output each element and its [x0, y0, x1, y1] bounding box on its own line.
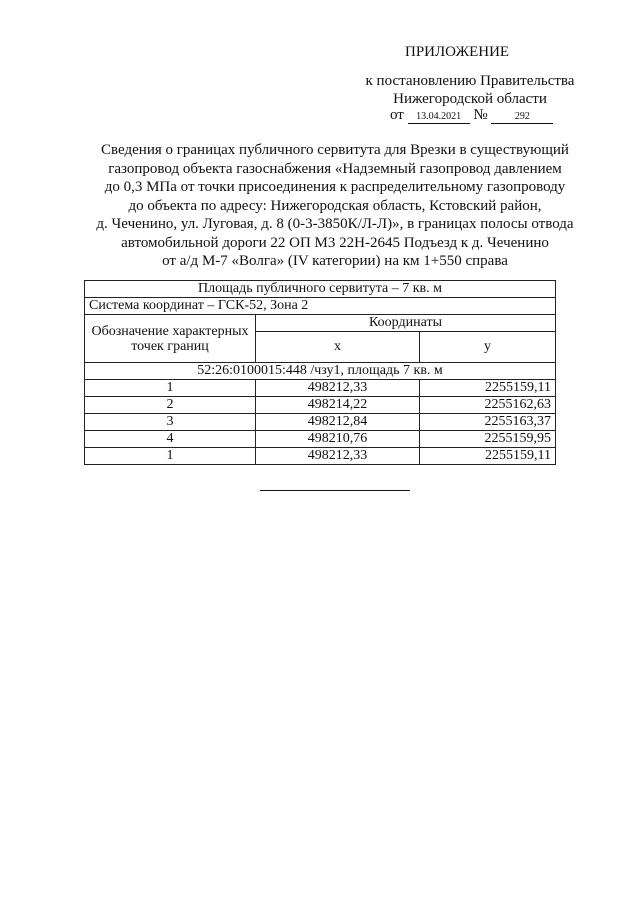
point-x: 498212,84	[256, 414, 420, 431]
decree-date-number	[390, 107, 553, 124]
decree-date: 13.04.2021	[408, 110, 470, 124]
table-row	[85, 397, 556, 414]
easement-description	[70, 141, 600, 271]
point-y: 2255163,37	[420, 414, 556, 431]
appendix-title: ПРИЛОЖЕНИЕ	[405, 44, 510, 60]
point-y: 2255159,11	[420, 448, 556, 465]
end-divider	[260, 490, 410, 491]
coordinate-system: Система координат – ГСК-52, Зона 2	[85, 298, 556, 315]
table-row	[85, 448, 556, 465]
point-id: 2	[85, 397, 256, 414]
table-row	[85, 431, 556, 448]
table-row-system	[85, 298, 556, 315]
parcel-info: 52:26:0100015:448 /чзу1, площадь 7 кв. м	[85, 363, 556, 380]
header-x: x	[256, 332, 420, 363]
description-line: до 0,3 МПа от точки присоединения к распределительному газопроводу	[104, 179, 566, 195]
date-prefix: от	[390, 107, 404, 123]
easement-area: Площадь публичного сервитута – 7 кв. м	[85, 281, 556, 298]
appendix-ref-line-1: к постановлению Правительства	[365, 73, 575, 89]
point-x: 498210,76	[256, 431, 420, 448]
point-y: 2255159,11	[420, 380, 556, 397]
header-y: y	[420, 332, 556, 363]
appendix-reference	[340, 72, 600, 108]
appendix-ref-line-2: Нижегородской области	[393, 91, 547, 107]
description-line: до объекта по адресу: Нижегородская область, Кстовский район,	[128, 197, 542, 214]
table-row	[85, 414, 556, 431]
description-line: газопровод объекта газоснабжения «Надземный газопровод давлением	[108, 160, 562, 177]
coordinates-table	[84, 280, 556, 465]
description-line: автомобильной дороги 22 ОП М3 22Н-2645 Подъезд к д. Чеченино	[121, 234, 549, 251]
point-id: 4	[85, 431, 256, 448]
point-x: 498212,33	[256, 380, 420, 397]
table-row-parcel	[85, 363, 556, 380]
point-id: 1	[85, 448, 256, 465]
header-coordinates: Координаты	[256, 315, 556, 332]
point-y: 2255159,95	[420, 431, 556, 448]
description-line: Сведения о границах публичного сервитута для Врезки в существующий	[101, 142, 569, 158]
point-id: 1	[85, 380, 256, 397]
point-x: 498214,22	[256, 397, 420, 414]
decree-number: 292	[491, 110, 553, 124]
point-id: 3	[85, 414, 256, 431]
table-row-area	[85, 281, 556, 298]
table-row	[85, 380, 556, 397]
point-y: 2255162,63	[420, 397, 556, 414]
description-line: от а/д М-7 «Волга» (IV категории) на км 1+550 справа	[162, 253, 508, 269]
header-designation: Обозначение характерных точек границ	[85, 315, 256, 363]
point-x: 498212,33	[256, 448, 420, 465]
table-header-row	[85, 315, 556, 332]
number-sign: №	[473, 107, 488, 123]
description-line: д. Чеченино, ул. Луговая, д. 8 (0-3-3850К/Л-Л)», в границах полосы отвода	[96, 216, 574, 232]
